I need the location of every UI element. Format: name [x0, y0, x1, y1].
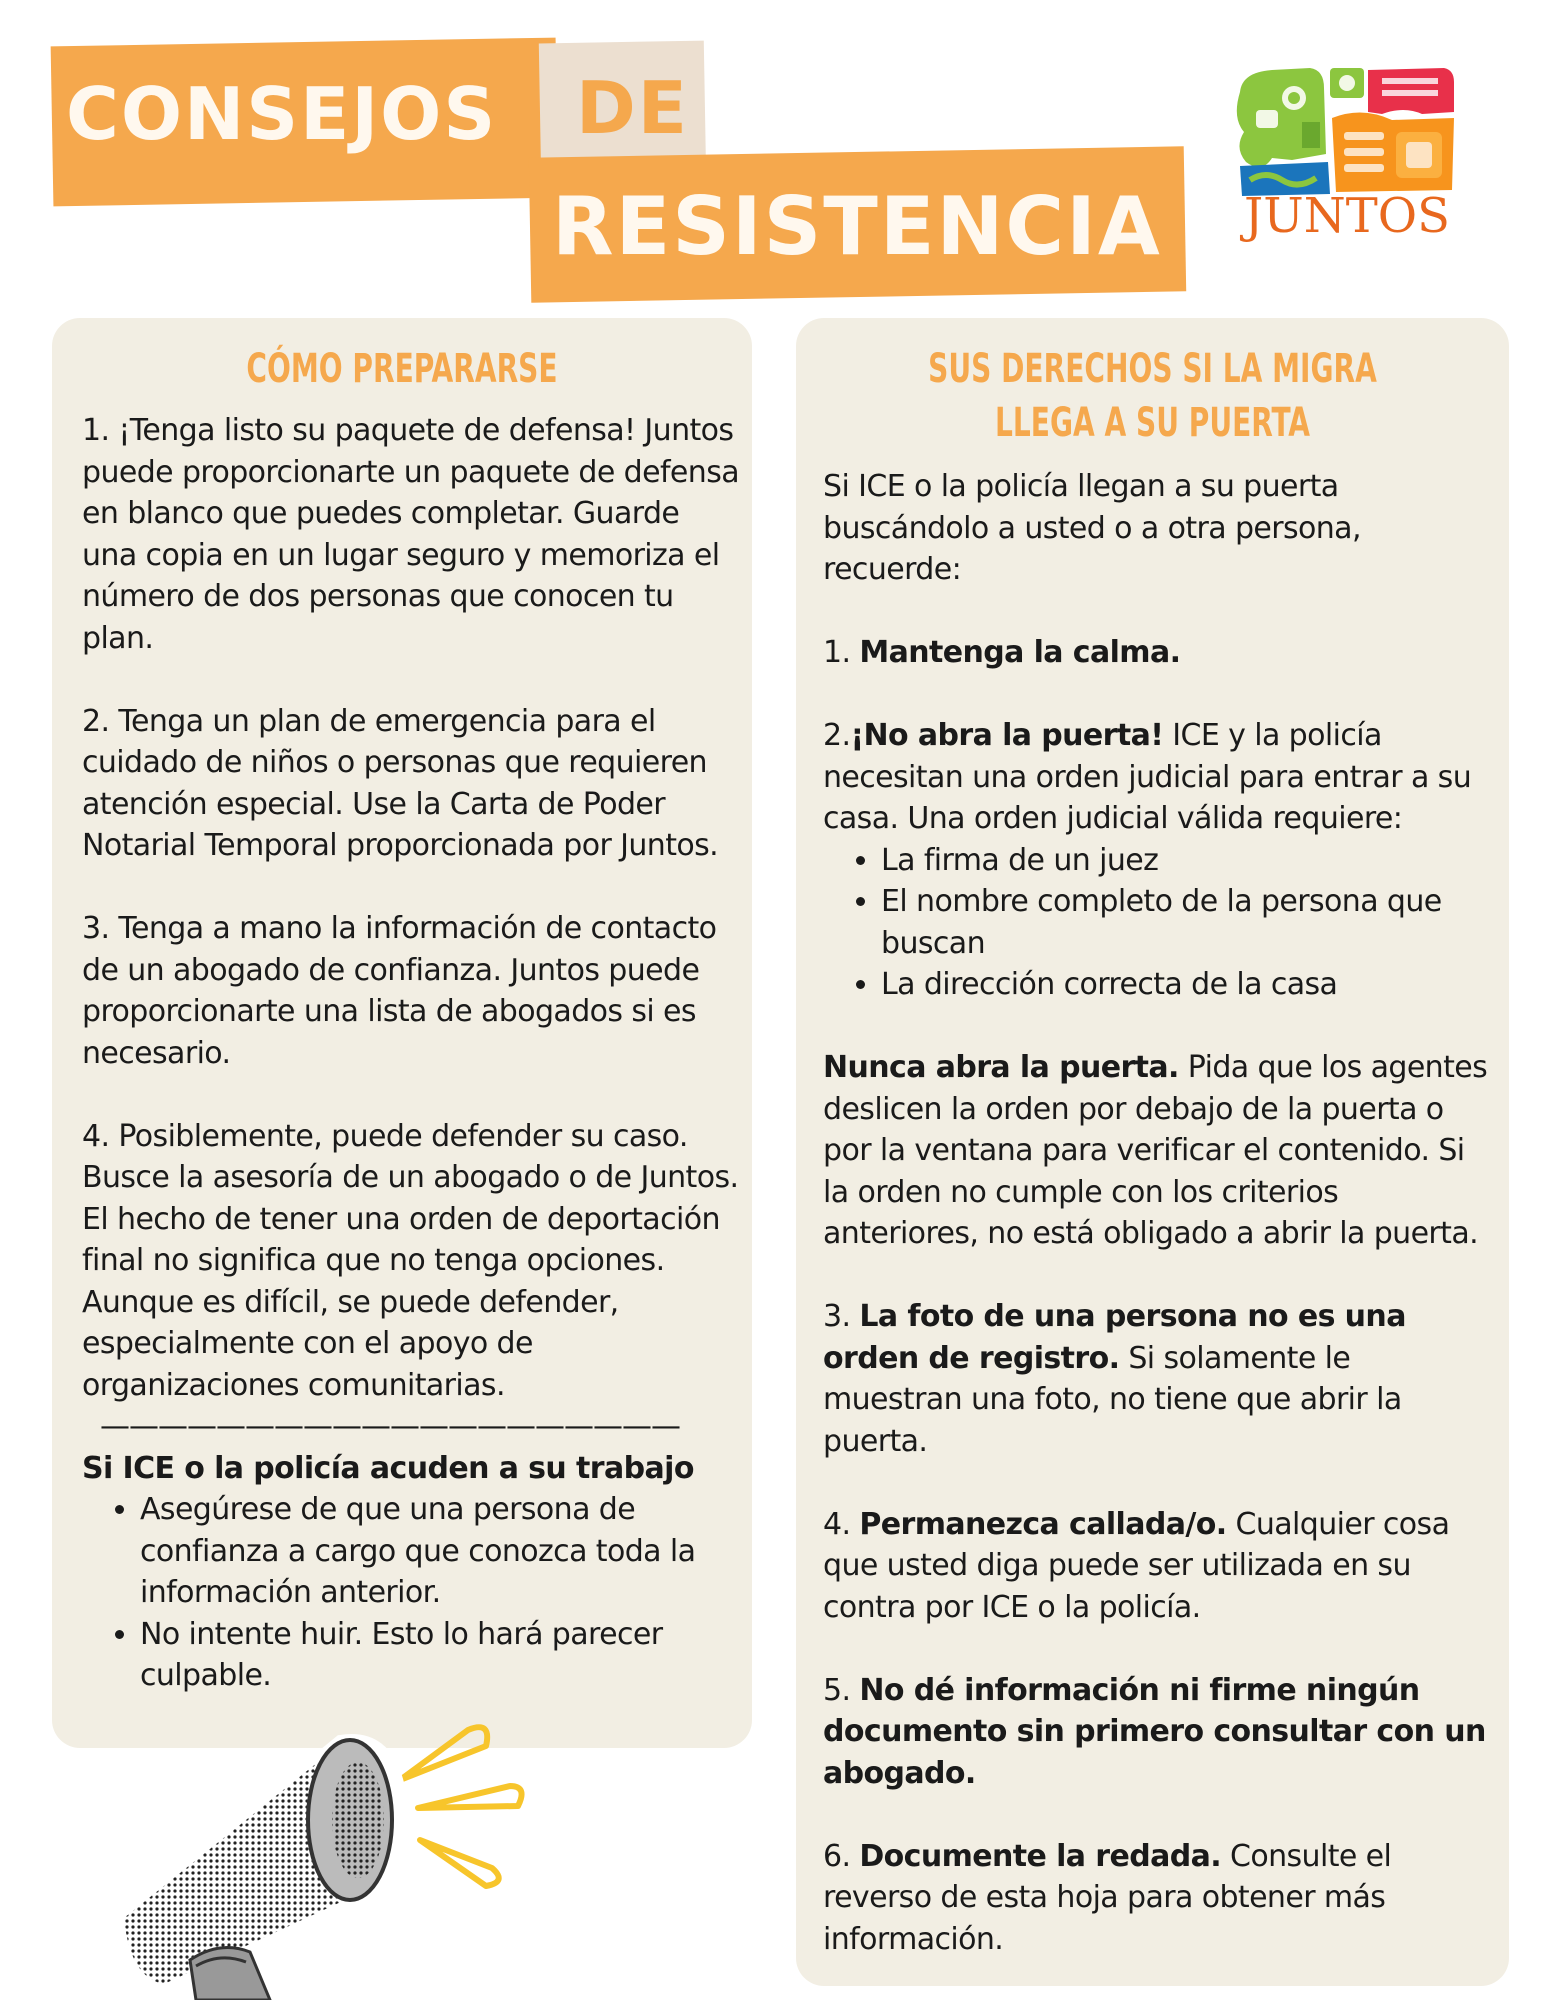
work-heading: Si ICE o la policía acuden a su trabajo — [82, 1450, 694, 1486]
warrant-requirements-list — [823, 840, 1493, 1006]
work-bullet-list — [82, 1489, 742, 1697]
rights-item-1: 1. Mantenga la calma. — [823, 635, 1181, 670]
left-card-body — [82, 410, 742, 1697]
rights-item-6: 6. Documente la redada. Consulte el reverso de esta hoja para obtener más información. — [823, 1838, 1392, 1957]
work-bullet: • No intente huir. Esto lo hará parecer culpable. — [140, 1614, 742, 1697]
prep-item-3: 3. Tenga a mano la información de contacto de un abogado de confianza. Juntos puede proporcionarte una lista de abogados si es necesario. — [82, 911, 717, 1071]
left-card-heading: CÓMO PREPARARSE — [246, 346, 558, 392]
rights-nunca-abra: Nunca abra la puerta. Pida que los agentes deslicen la orden por debajo de la puerta o por la ventana para verificar el contenido. Si la orden no cumple con los criterios anteriores, no está obligado a abrir la puerta. — [823, 1050, 1488, 1251]
rights-item-5: 5. No dé información ni firme ningún documento sin primero consultar con un abogado. — [823, 1672, 1486, 1791]
right-heading-line-2: LLEGA A SU PUERTA — [995, 400, 1310, 446]
section-divider: ———————————————————— — [100, 1409, 680, 1444]
title-word-consejos: CONSEJOS — [66, 72, 498, 156]
logo-wordmark: JUNTOS — [1244, 188, 1450, 244]
megaphone-icon — [100, 1690, 560, 2000]
prep-item-4: 4. Posiblemente, puede defender su caso. Busce la asesoría de un abogado o de Juntos. El hecho de tener una orden de deportación final no significa que no tenga opciones. Aunque es difícil, se puede defender, especialmente con el apoyo de organizaciones comunitarias. — [82, 1118, 739, 1403]
rights-item-4: 4. Permanezca callada/o. Cualquier cosa que usted diga puede ser utilizada en su contra por ICE o la policía. — [823, 1506, 1450, 1625]
work-bullet: • Asegúrese de que una persona de confianza a cargo que conozca toda la información anterior. — [140, 1489, 742, 1614]
title-word-de: DE — [576, 66, 689, 150]
warrant-requirement: • El nombre completo de la persona que buscan — [881, 881, 1493, 964]
rights-item-2: 2.¡No abra la puerta! ICE y la policía necesitan una orden judicial para entrar a su casa. Una orden judicial válida requiere: — [823, 718, 1472, 836]
warrant-requirement: • La firma de un juez — [881, 840, 1493, 882]
warrant-requirement: • La dirección correcta de la casa — [881, 964, 1493, 1006]
right-card-heading — [874, 342, 1430, 450]
rights-item-3: 3. La foto de una persona no es una orden de registro. Si solamente le muestran una foto, no tiene que abrir la puerta. — [823, 1299, 1406, 1459]
rights-intro: Si ICE o la policía llegan a su puerta buscándolo a usted o a otra persona, recuerde: — [823, 469, 1361, 587]
title-word-resistencia: RESISTENCIA — [552, 180, 1162, 273]
right-heading-line-1: SUS DERECHOS SI LA MIGRA — [928, 346, 1377, 392]
right-card-body — [823, 466, 1493, 1960]
prep-item-1: 1. ¡Tenga listo su paquete de defensa! Juntos puede proporcionarte un paquete de defensa en blanco que puedes completar. Guarde una copia en un lugar seguro y memoriza el número de dos personas que conocen tu plan. — [82, 413, 740, 656]
prep-item-2: 2. Tenga un plan de emergencia para el cuidado de niños o personas que requieren atención especial. Use la Carta de Poder Notarial Temporal proporcionada por Juntos. — [82, 703, 719, 863]
